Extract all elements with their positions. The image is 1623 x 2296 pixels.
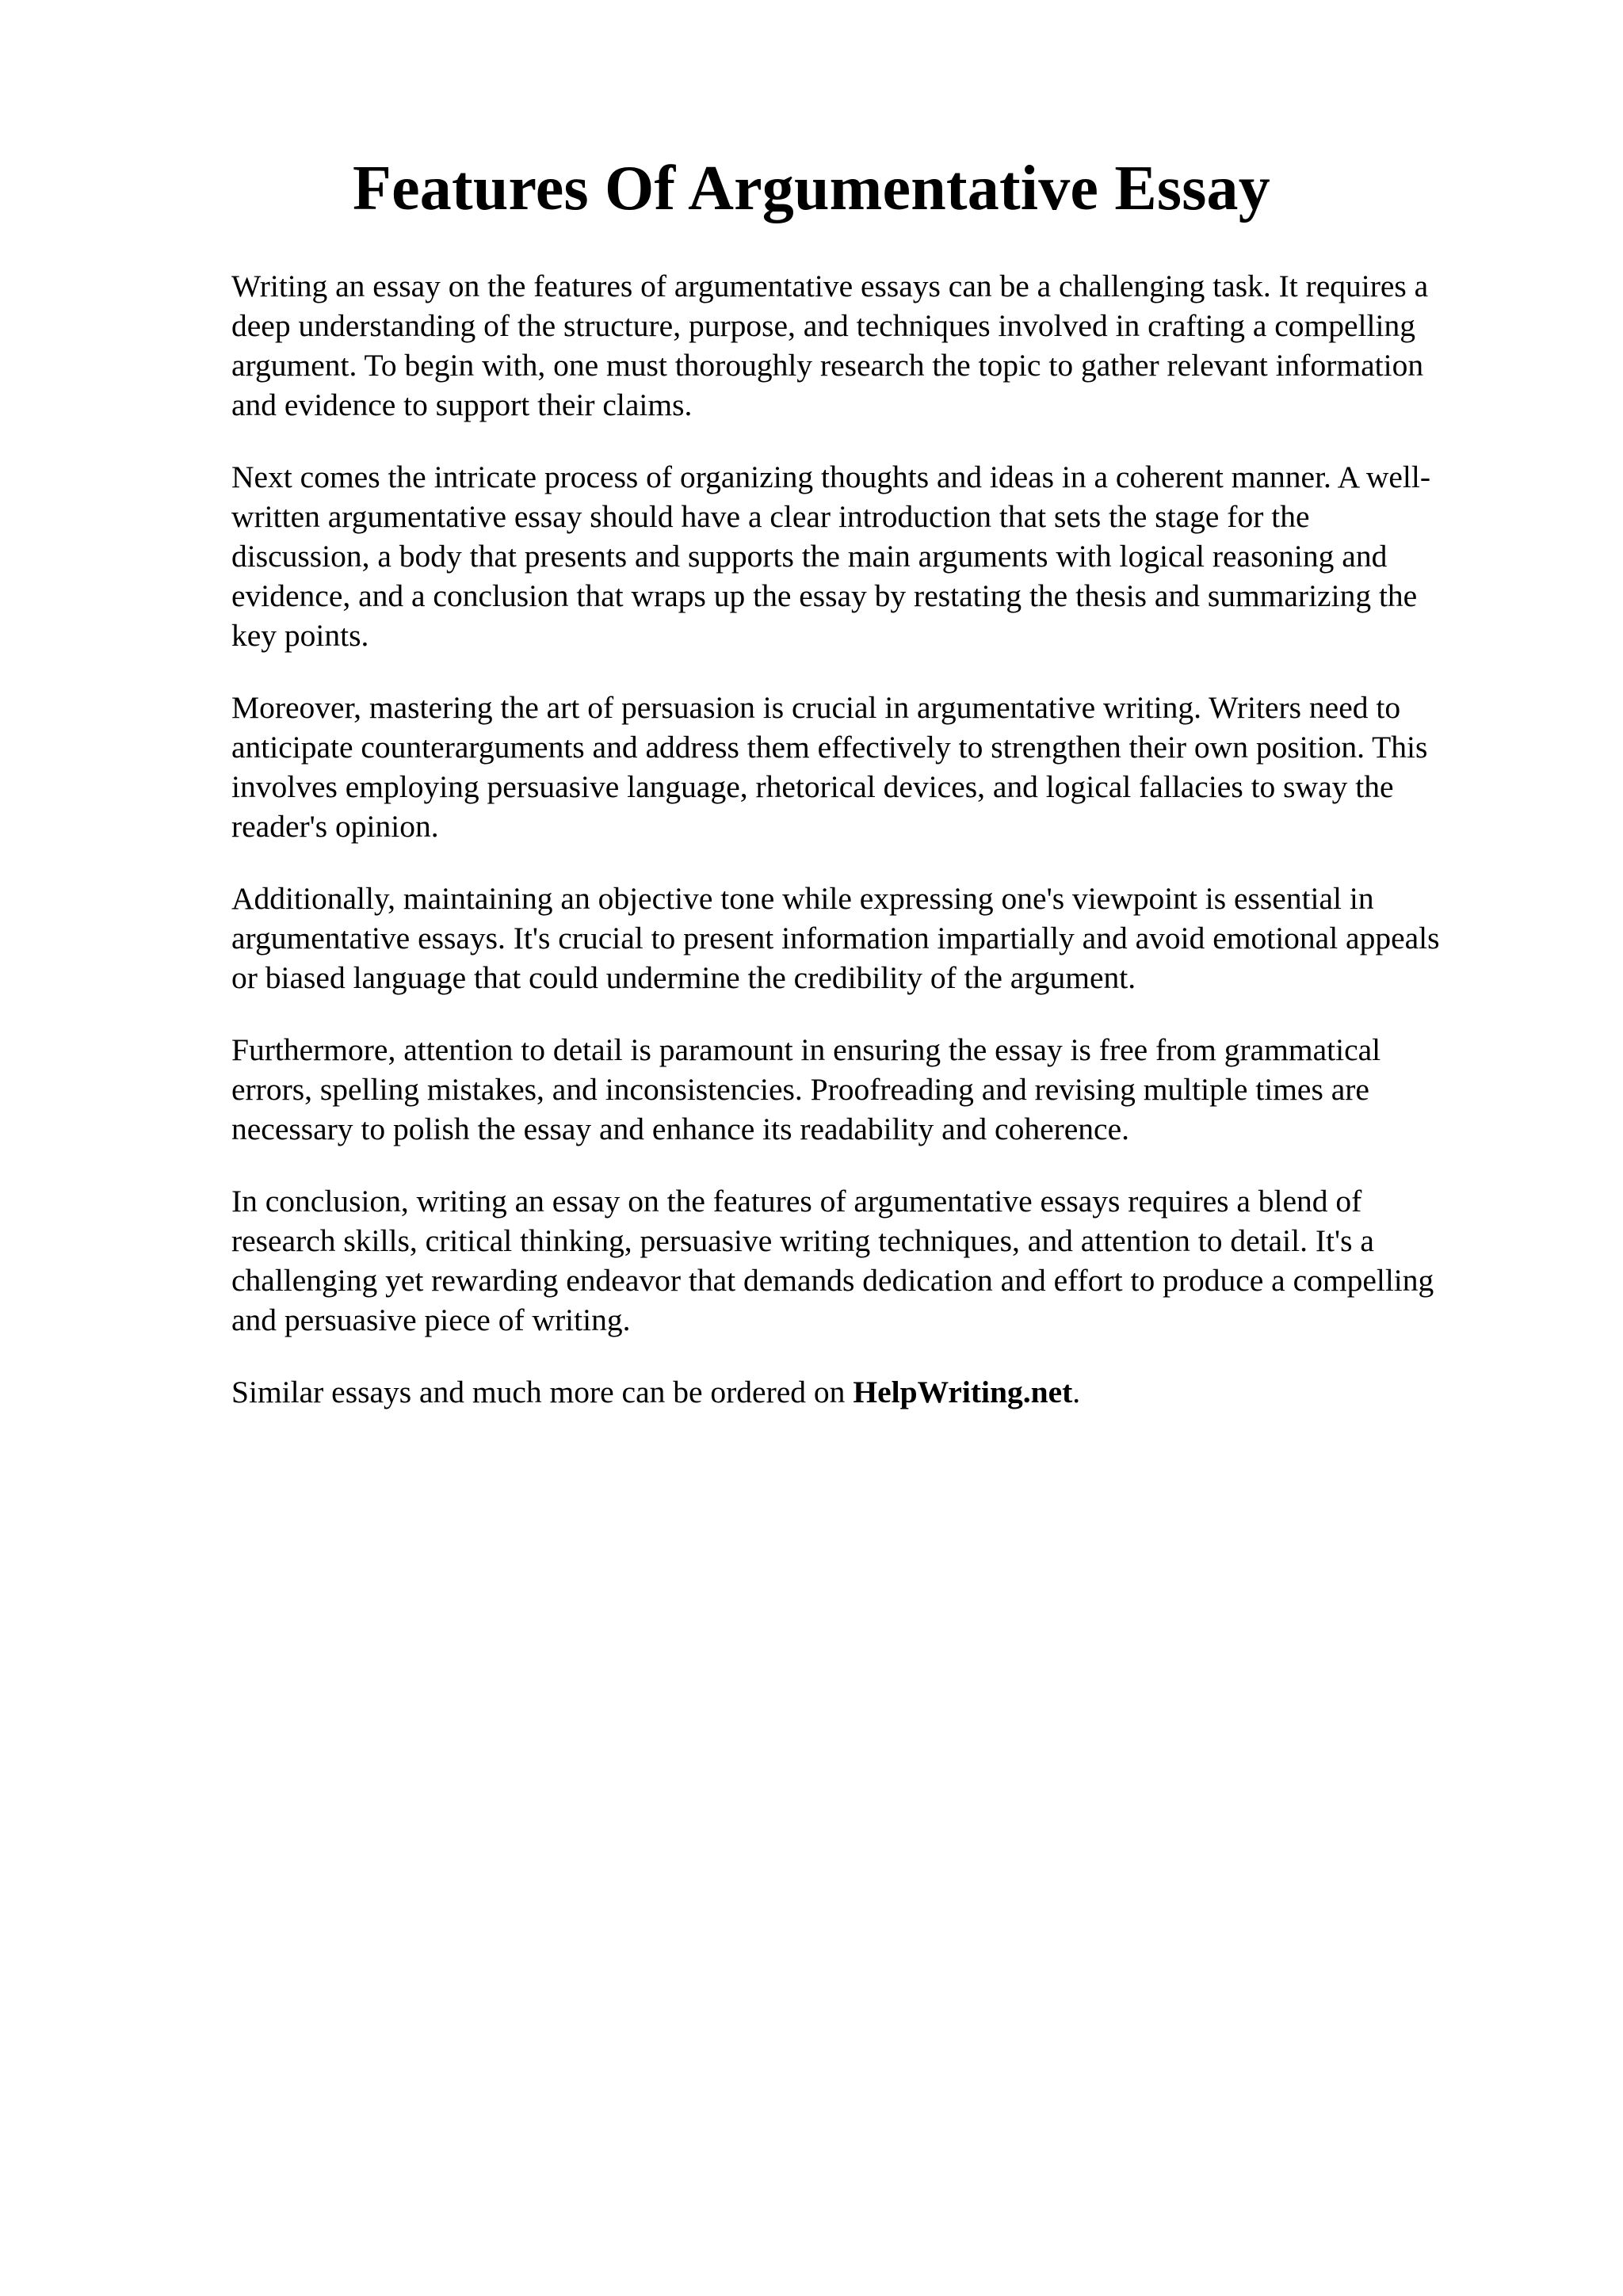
paragraph-1 [231,266,1515,425]
paragraph-line: challenging yet rewarding endeavor that demands dedication and effort to produce a compelling [231,1263,1434,1298]
footer-suffix: . [1072,1375,1081,1409]
paragraph-line: and persuasive piece of writing. [231,1302,631,1337]
paragraph-line: and evidence to support their claims. [231,387,693,422]
paragraph-line: anticipate counterarguments and address them effectively to strengthen their own position. This [231,730,1428,765]
paragraph-line: evidence, and a conclusion that wraps up the essay by restating the thesis and summarizing the [231,578,1418,613]
paragraph-line: argument. To begin with, one must thoroughly research the topic to gather relevant information [231,348,1424,383]
paragraph-line: written argumentative essay should have a clear introduction that sets the stage for the [231,499,1310,534]
paragraph-line: In conclusion, writing an essay on the features of argumentative essays requires a blend of [231,1184,1362,1219]
paragraph-line: Moreover, mastering the art of persuasion is crucial in argumentative writing. Writers need to [231,690,1401,725]
paragraph-line: argumentative essays. It's crucial to present information impartially and avoid emotional appeals [231,921,1440,955]
paragraph-2 [231,457,1515,655]
paragraph-line: discussion, a body that presents and supports the main arguments with logical reasoning and [231,539,1388,574]
paragraph-line: Next comes the intricate process of organizing thoughts and ideas in a coherent manner. A well- [231,460,1430,494]
paragraph-line: necessary to polish the essay and enhance its readability and coherence. [231,1112,1129,1146]
paragraph-line: Additionally, maintaining an objective tone while expressing one's viewpoint is essential in [231,881,1374,916]
document-title: Features Of Argumentative Essay [353,154,1270,223]
footer-prefix: Similar essays and much more can be ordered on [231,1375,846,1409]
paragraph-line: involves employing persuasive language, rhetorical devices, and logical fallacies to sway the [231,769,1394,804]
footer-promo [231,1372,1515,1412]
paragraph-line: deep understanding of the structure, purpose, and techniques involved in crafting a compelling [231,308,1415,343]
paragraph-4 [231,879,1515,997]
paragraph-line: research skills, critical thinking, persuasive writing techniques, and attention to detail. It's a [231,1223,1374,1258]
helpwriting-link[interactable]: HelpWriting.net [853,1375,1073,1409]
paragraph-6 [231,1181,1515,1340]
paragraph-3 [231,688,1515,846]
document-body [231,266,1515,1412]
paragraph-line: Furthermore, attention to detail is paramount in ensuring the essay is free from grammatical [231,1032,1381,1067]
paragraph-line: or biased language that could undermine the credibility of the argument. [231,960,1136,995]
paragraph-line: reader's opinion. [231,809,439,844]
paragraph-5 [231,1030,1515,1149]
paragraph-line: errors, spelling mistakes, and inconsistencies. Proofreading and revising multiple times are [231,1072,1369,1107]
paragraph-line: Writing an essay on the features of argumentative essays can be a challenging task. It requires a [231,269,1429,303]
paragraph-line: key points. [231,618,369,653]
